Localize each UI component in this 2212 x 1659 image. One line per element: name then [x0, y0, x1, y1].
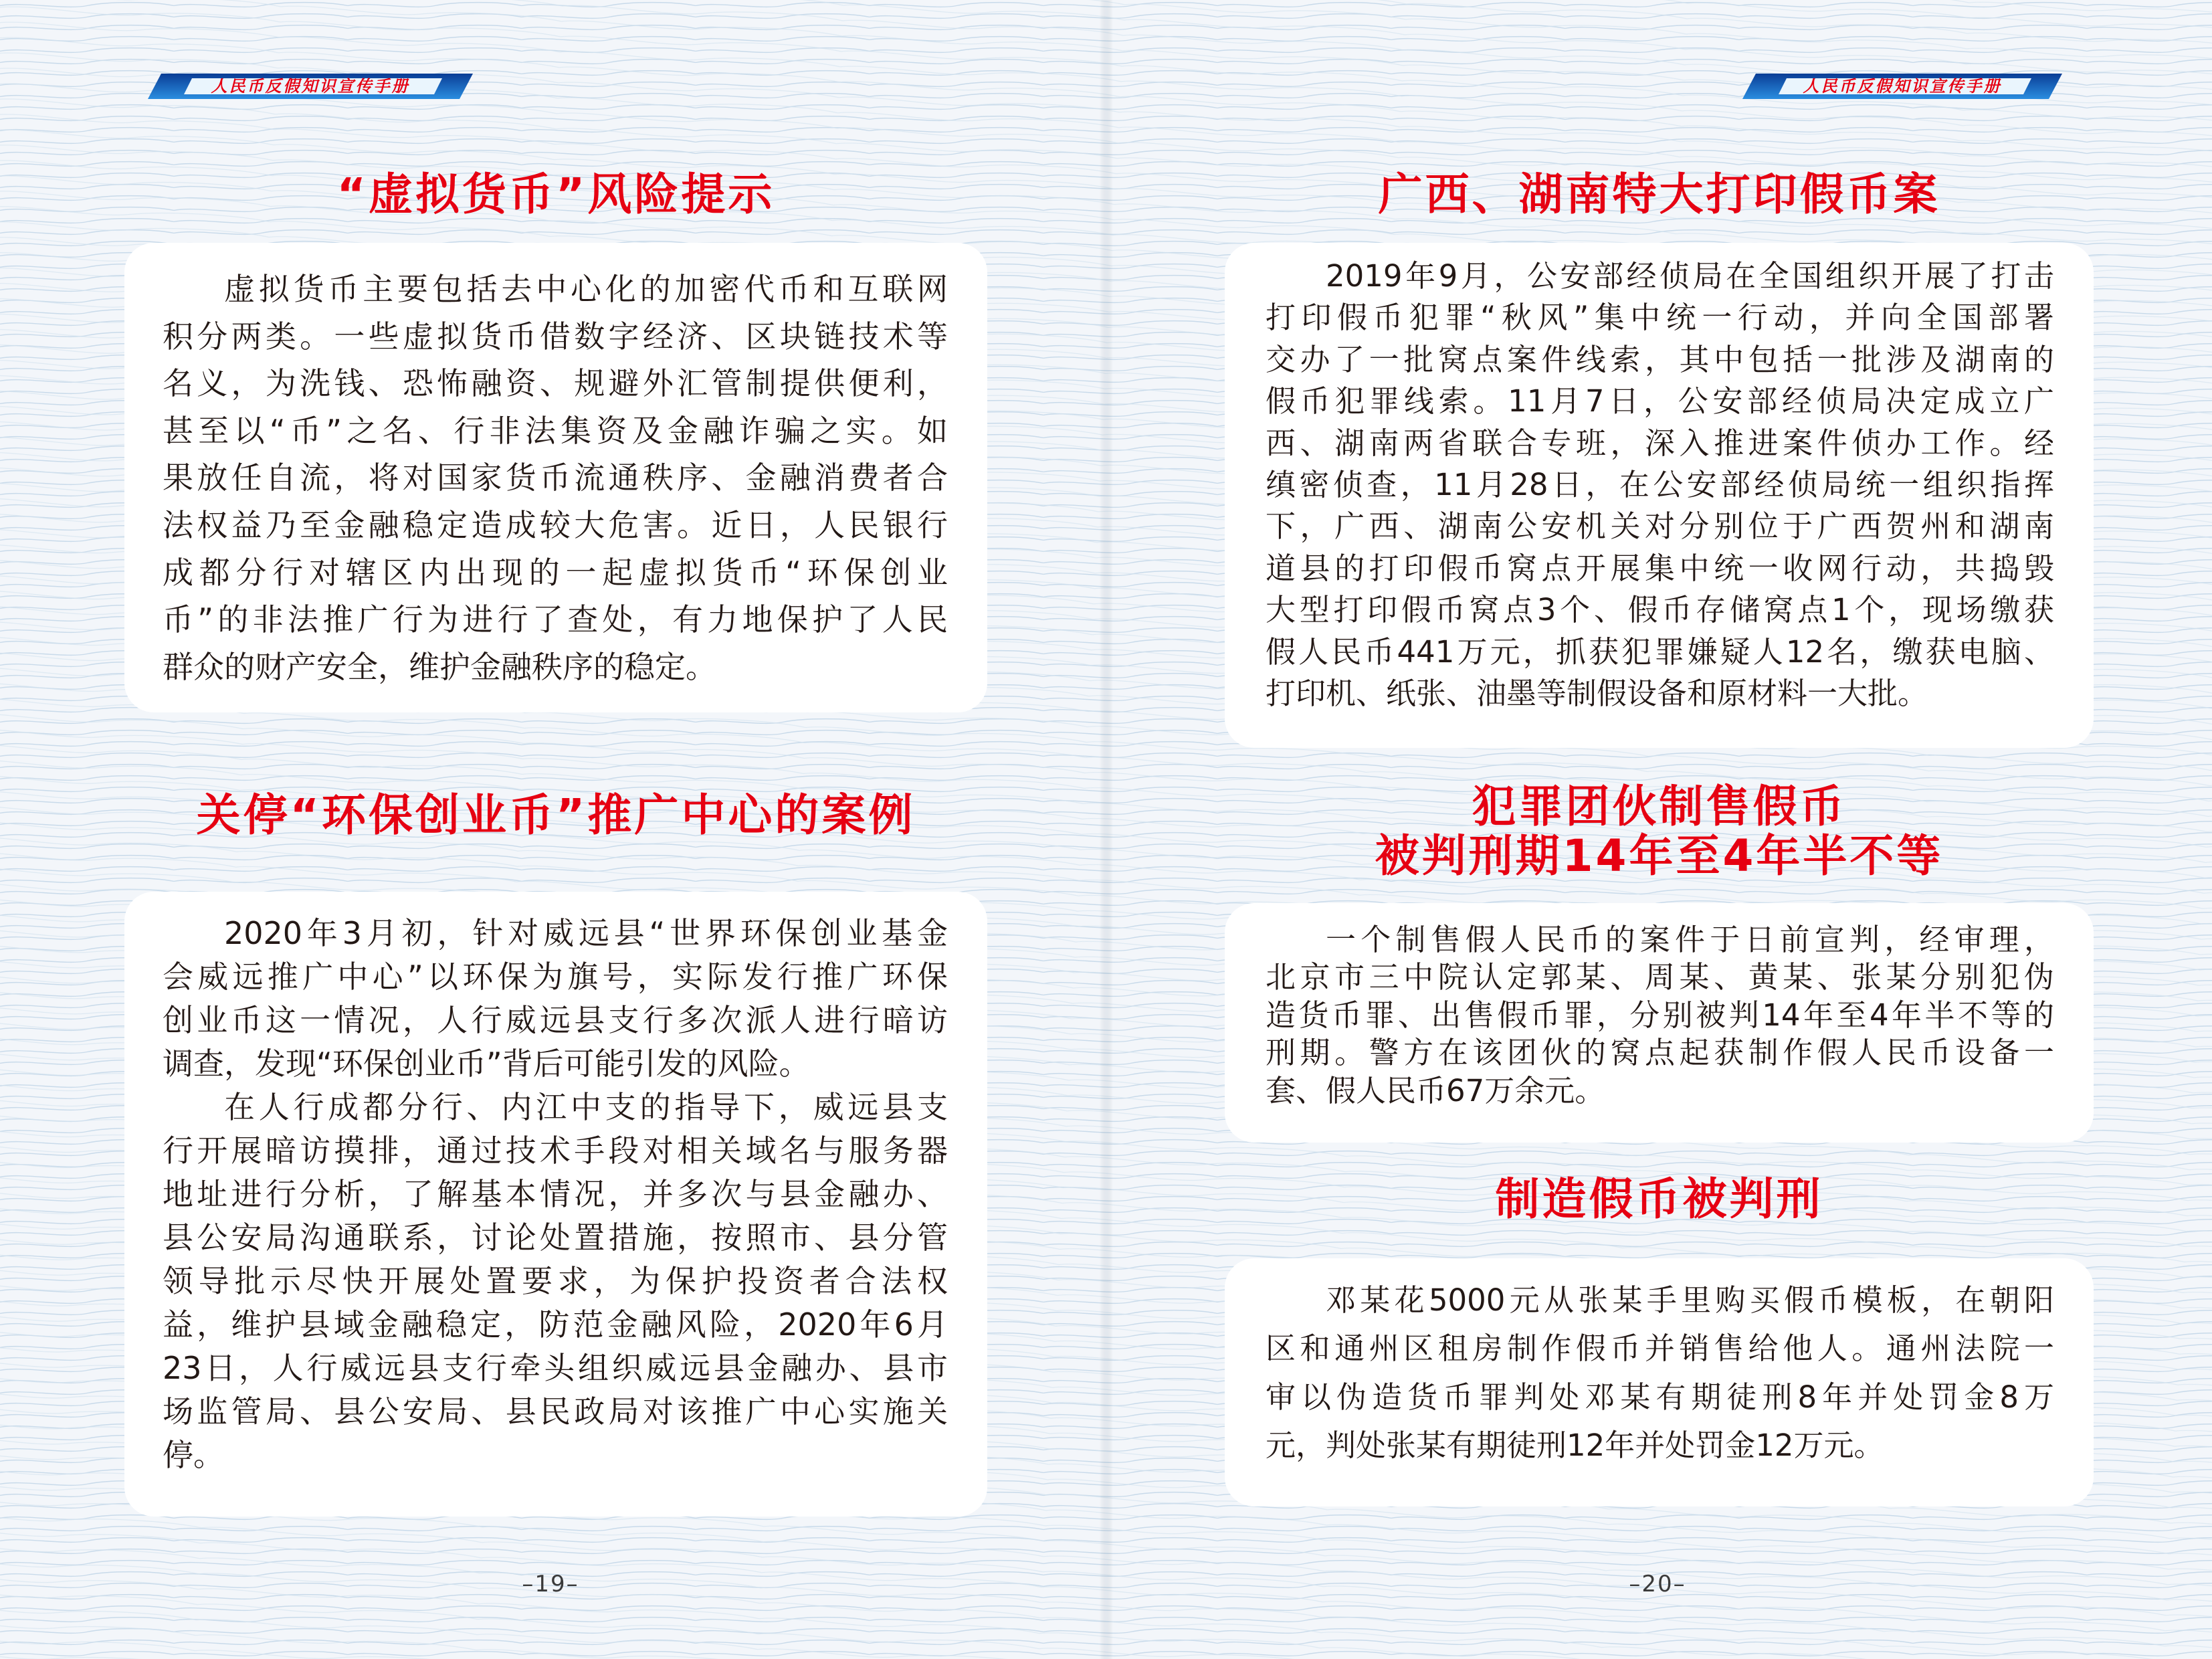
text-line: 益，维护县域金融稳定，防范金融风险，2020年6月	[163, 1306, 948, 1343]
right-page	[1106, 0, 2212, 1659]
text-line: 北京市三中院认定郭某、周某、黄某、张某分别犯伪	[1266, 959, 2054, 995]
text-line: 停。	[163, 1437, 224, 1473]
article-body	[163, 266, 948, 690]
article-card	[1225, 1258, 2094, 1506]
section-title	[1225, 1175, 2094, 1224]
text-line: 创业币这一情况，人行威远县支行多次派人进行暗访	[163, 1002, 948, 1038]
text-line: 一个制售假人民币的案件于日前宣判，经审理，	[1326, 922, 2054, 957]
text-line: 地址进行分析，了解基本情况，并多次与县金融办、	[163, 1176, 948, 1212]
text-line: 打印假币犯罪“秋风”集中统一行动，并向全国部署	[1266, 300, 2054, 336]
text-line: 调查，发现“环保创业币”背后可能引发的风险。	[163, 1046, 810, 1082]
text-line: 群众的财产安全，维护金融秩序的稳定。	[163, 648, 716, 685]
text-line: 积分两类。一些虚拟货币借数字经济、区块链技术等	[163, 318, 948, 355]
text-line: 虚拟货币主要包括去中心化的加密代币和互联网	[224, 271, 948, 307]
section-title-line: 关停“环保创业币”推广中心的案例	[196, 789, 916, 841]
text-line: 审以伪造货币罪判处邓某有期徒刑8年并处罚金8万	[1266, 1379, 2054, 1415]
text-line: 西、湖南两省联合专班，深入推进案件侦办工作。经	[1266, 425, 2054, 461]
text-line: 成都分行对辖区内出现的一起虚拟货币“环保创业	[163, 554, 948, 591]
text-line: 甚至以“币”之名、行非法集资及金融诈骗之实。如	[163, 412, 948, 449]
text-line: 法权益乃至金融稳定造成较大危害。近日，人民银行	[163, 506, 948, 543]
text-line: 2019年9月，公安部经侦局在全国组织开展了打击	[1326, 258, 2054, 294]
text-line: 币”的非法推广行为进行了查处，有力地保护了人民	[163, 601, 948, 638]
article-body	[163, 912, 948, 1477]
section-title	[124, 791, 987, 840]
text-line: 假币犯罪线索。11月7日，公安部经侦局决定成立广	[1266, 383, 2054, 419]
section-title	[124, 170, 987, 219]
text-line: 区和通州区租房制作假币并销售给他人。通州法院一	[1266, 1331, 2054, 1367]
text-line: 行开展暗访摸排，通过技术手段对相关域名与服务器	[163, 1133, 948, 1169]
text-line: 道县的打印假币窝点开展集中统一收网行动，共捣毁	[1266, 550, 2054, 586]
text-line: 邓某花5000元从张某手里购买假币模板，在朝阳	[1326, 1282, 2054, 1318]
section-title-line: 广西、湖南特大打印假币案	[1378, 169, 1940, 220]
text-line: 刑期。警方在该团伙的窝点起获制作假人民币设备一	[1266, 1035, 2054, 1071]
article-card	[124, 243, 987, 712]
section-title-line: 被判刑期14年至4年半不等	[1375, 830, 1944, 882]
text-line: 缜密侦查，11月28日，在公安部经侦局统一组织指挥	[1266, 466, 2054, 502]
handbook-banner	[148, 74, 473, 99]
page-number: –20–	[1629, 1571, 1686, 1597]
text-line: 2020年3月初，针对威远县“世界环保创业基金	[224, 915, 948, 951]
article-card	[124, 892, 987, 1517]
text-line: 大型打印假币窝点3个、假币存储窝点1个，现场缴获	[1266, 592, 2054, 628]
section-title-line: 制造假币被判刑	[1495, 1173, 1823, 1225]
text-line: 交办了一批窝点案件线索，其中包括一批涉及湖南的	[1266, 341, 2054, 377]
text-line: 下，广西、湖南公安机关对分别位于广西贺州和湖南	[1266, 508, 2054, 545]
text-line: 套、假人民币67万余元。	[1266, 1072, 1605, 1108]
article-body	[1266, 1276, 2054, 1470]
section-title	[1225, 170, 2094, 219]
text-line: 会威远推广中心”以环保为旗号，实际发行推广环保	[163, 959, 948, 995]
text-line: 造货币罪、出售假币罪，分别被判14年至4年半不等的	[1266, 997, 2054, 1033]
banner-title: 人民币反假知识宣传手册	[1803, 77, 2002, 96]
banner-title: 人民币反假知识宣传手册	[211, 77, 410, 96]
text-line: 果放任自流，将对国家货币流通秩序、金融消费者合	[163, 460, 948, 496]
article-card	[1225, 243, 2094, 748]
text-line: 名义，为洗钱、恐怖融资、规避外汇管制提供便利，	[163, 365, 948, 402]
article-body	[1266, 256, 2054, 714]
article-card	[1225, 903, 2094, 1143]
handbook-banner	[1742, 74, 2062, 99]
text-line: 元，判处张某有期徒刑12年并处罚金12万元。	[1266, 1428, 1884, 1464]
section-title	[1225, 782, 2094, 881]
text-line: 打印机、纸张、油墨等制假设备和原材料一大批。	[1266, 675, 1928, 711]
section-title-line: 犯罪团伙制售假币	[1472, 781, 1847, 832]
section-title-line: “虚拟货币”风险提示	[336, 169, 775, 220]
text-line: 在人行成都分行、内江中支的指导下，威远县支	[224, 1089, 948, 1125]
text-line: 场监管局、县公安局、县民政局对该推广中心实施关	[163, 1393, 948, 1430]
page-number: –19–	[522, 1571, 579, 1597]
text-line: 假人民币441万元，抓获犯罪嫌疑人12名，缴获电脑、	[1266, 633, 2054, 670]
article-body	[1266, 921, 2054, 1110]
text-line: 领导批示尽快开展处置要求，为保护投资者合法权	[163, 1263, 948, 1299]
text-line: 县公安局沟通联系，讨论处置措施，按照市、县分管	[163, 1219, 948, 1256]
text-line: 23日，人行威远县支行牵头组织威远县金融办、县市	[163, 1350, 948, 1386]
